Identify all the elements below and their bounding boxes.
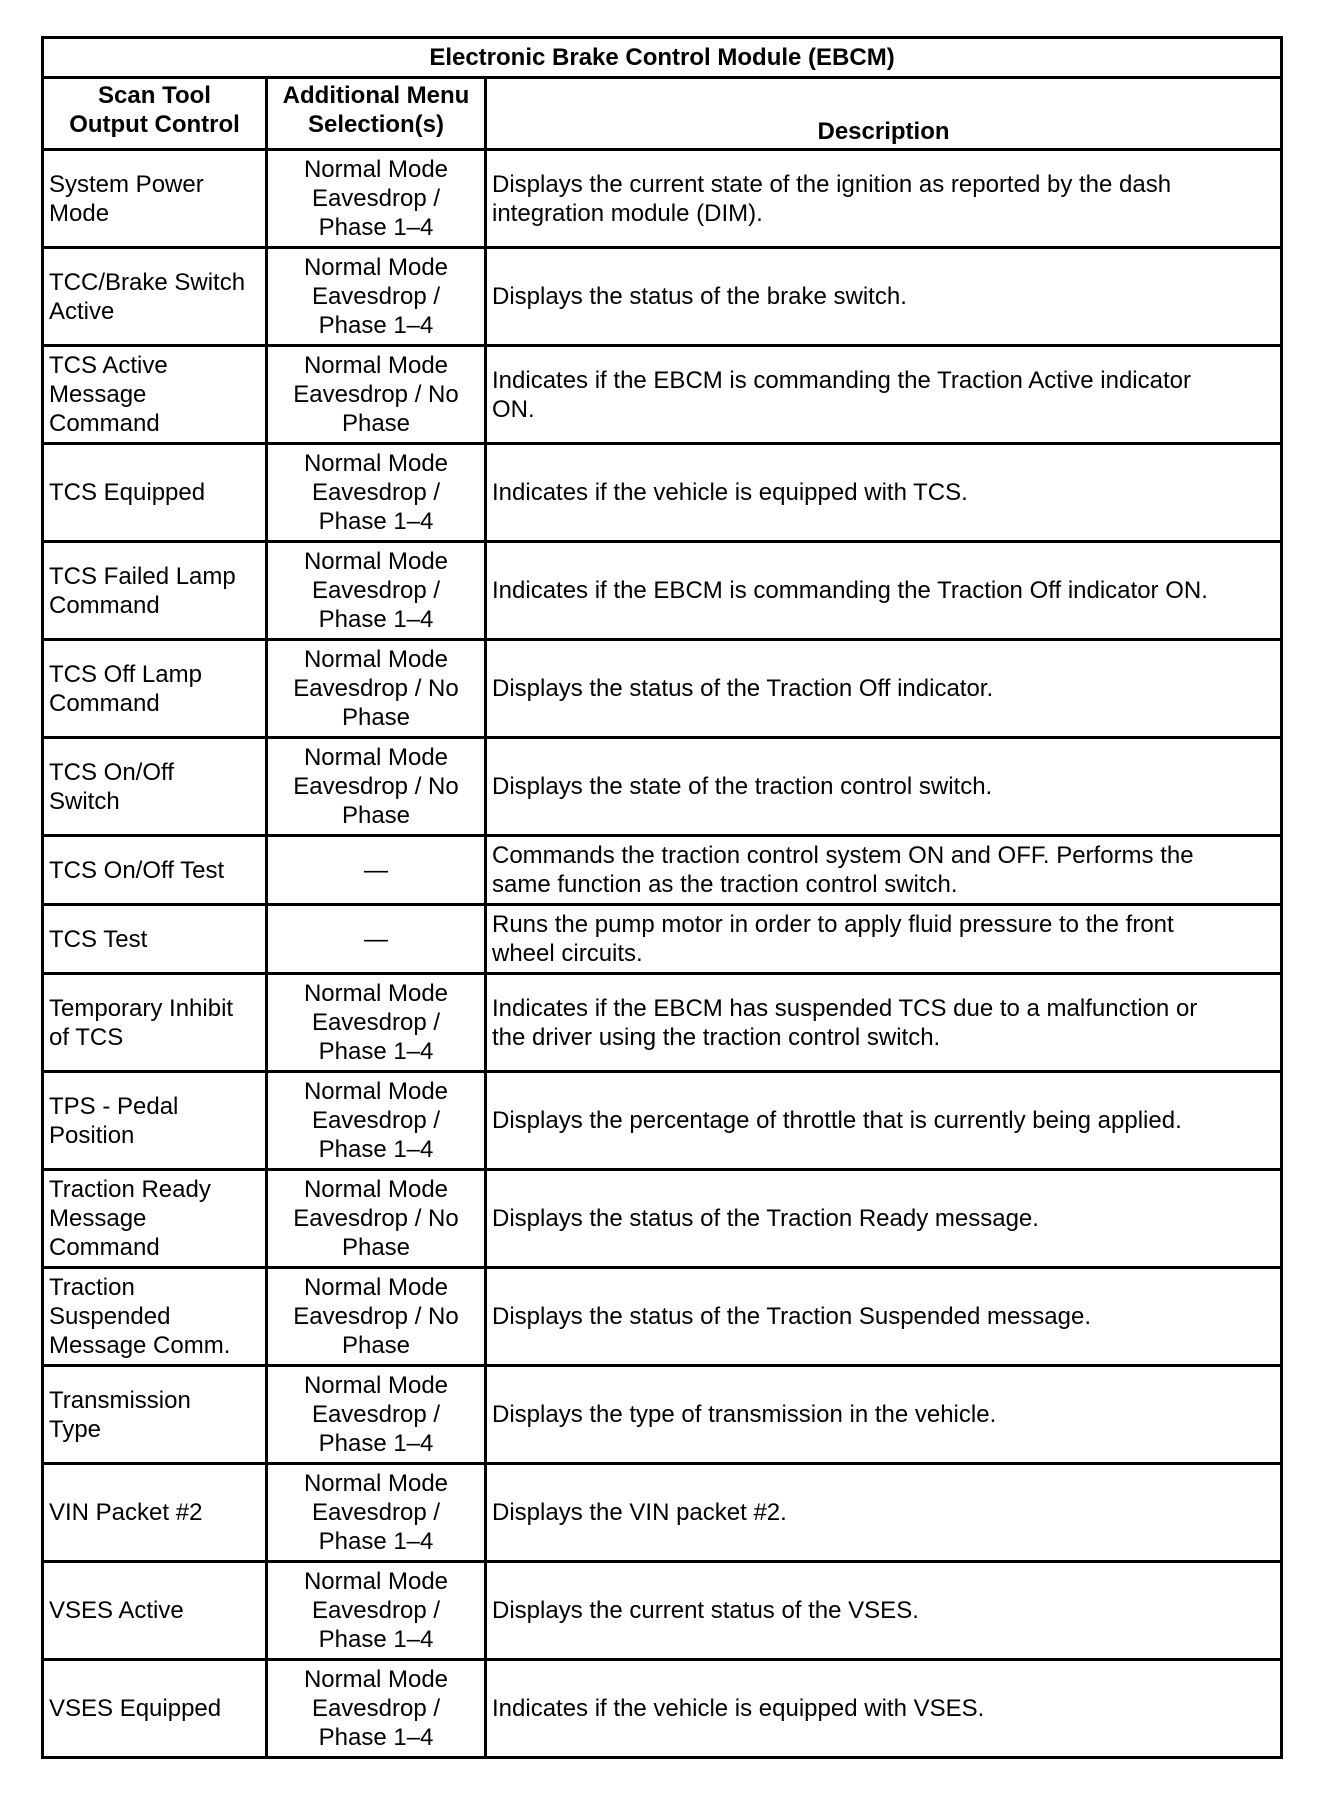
table-row	[43, 974, 1282, 1072]
table-title-row	[43, 38, 1282, 78]
table-row	[43, 1072, 1282, 1170]
output-control-cell: TCS On/Off Test	[43, 836, 267, 905]
menu-selection-cell: Normal Mode Eavesdrop / Phase 1–4	[267, 248, 486, 346]
description-cell: Displays the current status of the VSES.	[486, 1562, 1282, 1660]
table-row	[43, 248, 1282, 346]
table-row	[43, 836, 1282, 905]
table-row	[43, 1268, 1282, 1366]
output-control-cell: TPS - Pedal Position	[43, 1072, 267, 1170]
table-row	[43, 542, 1282, 640]
menu-selection-cell: Normal Mode Eavesdrop / Phase 1–4	[267, 1072, 486, 1170]
table-row	[43, 444, 1282, 542]
menu-selection-cell: —	[267, 905, 486, 974]
menu-selection-cell: Normal Mode Eavesdrop / Phase 1–4	[267, 974, 486, 1072]
menu-selection-cell: Normal Mode Eavesdrop / No Phase	[267, 346, 486, 444]
output-control-cell: TCC/Brake Switch Active	[43, 248, 267, 346]
output-control-cell: Transmission Type	[43, 1366, 267, 1464]
table-row	[43, 1660, 1282, 1758]
menu-selection-cell: Normal Mode Eavesdrop / Phase 1–4	[267, 150, 486, 248]
table-row	[43, 905, 1282, 974]
table-row	[43, 1464, 1282, 1562]
output-control-cell: Traction Ready Message Command	[43, 1170, 267, 1268]
output-control-cell: TCS On/Off Switch	[43, 738, 267, 836]
table-header-row	[43, 78, 1282, 150]
description-cell: Indicates if the EBCM is commanding the Traction Active indicator ON.	[486, 346, 1282, 444]
description-cell: Indicates if the vehicle is equipped with VSES.	[486, 1660, 1282, 1758]
output-control-cell: TCS Active Message Command	[43, 346, 267, 444]
output-control-cell: VSES Equipped	[43, 1660, 267, 1758]
table-row	[43, 1366, 1282, 1464]
description-cell: Runs the pump motor in order to apply fluid pressure to the front wheel circuits.	[486, 905, 1282, 974]
table-title: Electronic Brake Control Module (EBCM)	[43, 38, 1282, 78]
description-cell: Indicates if the vehicle is equipped with TCS.	[486, 444, 1282, 542]
output-control-cell: TCS Off Lamp Command	[43, 640, 267, 738]
header-output-control: Scan Tool Output Control	[43, 78, 267, 150]
description-cell: Displays the status of the brake switch.	[486, 248, 1282, 346]
output-control-cell: TCS Failed Lamp Command	[43, 542, 267, 640]
table-row	[43, 1562, 1282, 1660]
menu-selection-cell: Normal Mode Eavesdrop / No Phase	[267, 640, 486, 738]
menu-selection-cell: Normal Mode Eavesdrop / Phase 1–4	[267, 1366, 486, 1464]
menu-selection-cell: Normal Mode Eavesdrop / Phase 1–4	[267, 444, 486, 542]
header-menu-selection: Additional Menu Selection(s)	[267, 78, 486, 150]
menu-selection-cell: —	[267, 836, 486, 905]
output-control-cell: Temporary Inhibit of TCS	[43, 974, 267, 1072]
output-control-cell: TCS Test	[43, 905, 267, 974]
output-control-cell: System Power Mode	[43, 150, 267, 248]
menu-selection-cell: Normal Mode Eavesdrop / Phase 1–4	[267, 542, 486, 640]
output-control-cell: VSES Active	[43, 1562, 267, 1660]
menu-selection-cell: Normal Mode Eavesdrop / No Phase	[267, 738, 486, 836]
menu-selection-cell: Normal Mode Eavesdrop / No Phase	[267, 1170, 486, 1268]
table-row	[43, 150, 1282, 248]
header-description: Description	[486, 78, 1282, 150]
menu-selection-cell: Normal Mode Eavesdrop / No Phase	[267, 1268, 486, 1366]
description-cell: Indicates if the EBCM is commanding the Traction Off indicator ON.	[486, 542, 1282, 640]
description-cell: Displays the status of the Traction Suspended message.	[486, 1268, 1282, 1366]
description-cell: Displays the type of transmission in the vehicle.	[486, 1366, 1282, 1464]
description-cell: Commands the traction control system ON and OFF. Performs the same function as the traction control switch.	[486, 836, 1282, 905]
description-cell: Displays the status of the Traction Ready message.	[486, 1170, 1282, 1268]
table-row	[43, 346, 1282, 444]
output-control-cell: TCS Equipped	[43, 444, 267, 542]
table-row	[43, 738, 1282, 836]
table-row	[43, 1170, 1282, 1268]
table-row	[43, 640, 1282, 738]
description-cell: Displays the status of the Traction Off indicator.	[486, 640, 1282, 738]
output-control-cell: Traction Suspended Message Comm.	[43, 1268, 267, 1366]
output-control-cell: VIN Packet #2	[43, 1464, 267, 1562]
description-cell: Displays the state of the traction control switch.	[486, 738, 1282, 836]
description-cell: Indicates if the EBCM has suspended TCS due to a malfunction or the driver using the traction control switch.	[486, 974, 1282, 1072]
menu-selection-cell: Normal Mode Eavesdrop / Phase 1–4	[267, 1660, 486, 1758]
description-cell: Displays the percentage of throttle that is currently being applied.	[486, 1072, 1282, 1170]
description-cell: Displays the current state of the ignition as reported by the dash integration module (DIM).	[486, 150, 1282, 248]
ebcm-output-control-table	[41, 36, 1283, 1759]
description-cell: Displays the VIN packet #2.	[486, 1464, 1282, 1562]
menu-selection-cell: Normal Mode Eavesdrop / Phase 1–4	[267, 1464, 486, 1562]
menu-selection-cell: Normal Mode Eavesdrop / Phase 1–4	[267, 1562, 486, 1660]
